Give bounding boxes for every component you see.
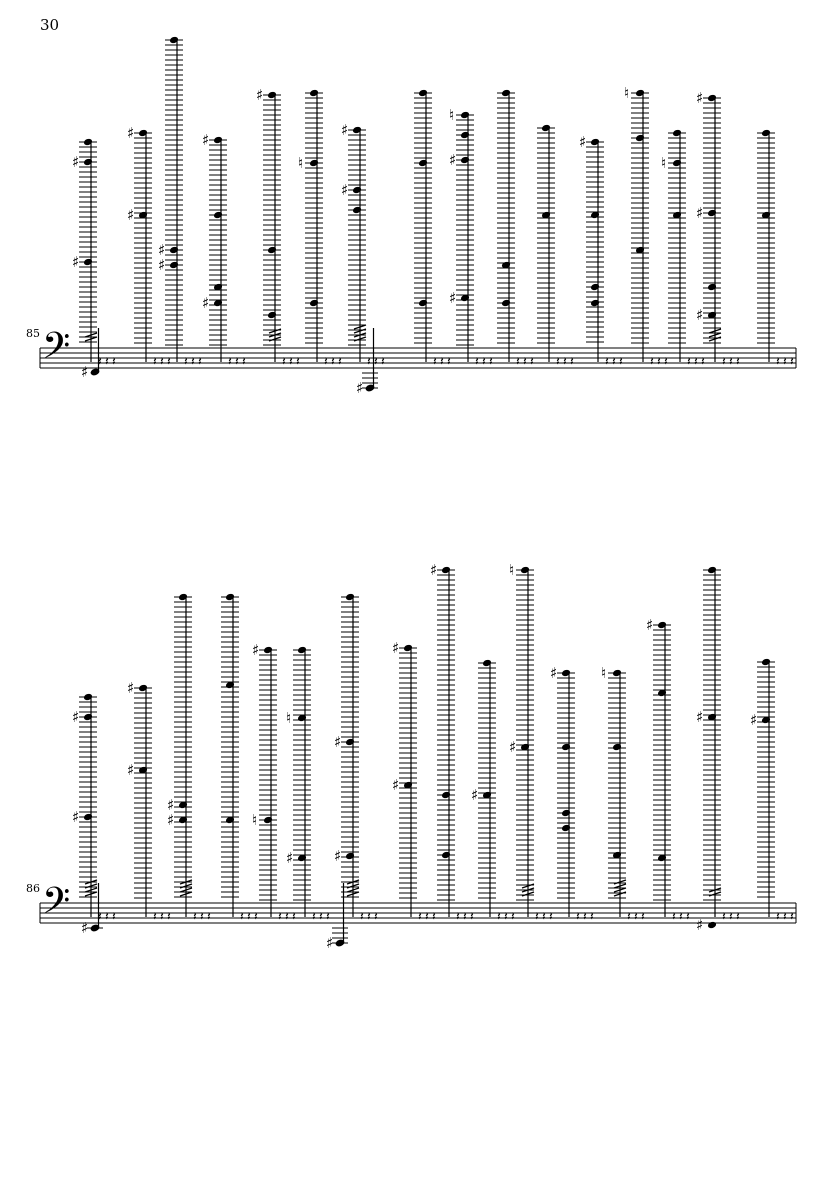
rest-icon: 𝄽 bbox=[489, 354, 493, 368]
rest-icon: 𝄽 bbox=[641, 909, 645, 923]
rest-icon: 𝄽 bbox=[475, 354, 479, 368]
rest-icon: 𝄽 bbox=[556, 354, 560, 368]
natural-icon: ♮ bbox=[601, 664, 607, 682]
rest-icon: 𝄽 bbox=[374, 354, 378, 368]
rest-icon: 𝄽 bbox=[282, 354, 286, 368]
sharp-icon: ♯ bbox=[81, 363, 89, 381]
rest-icon: 𝄽 bbox=[563, 354, 567, 368]
sharp-icon: ♯ bbox=[256, 86, 264, 104]
rest-icon: 𝄽 bbox=[523, 354, 527, 368]
sharp-icon: ♯ bbox=[696, 204, 704, 222]
rest-icon: 𝄽 bbox=[463, 909, 467, 923]
page-number: 30 bbox=[40, 16, 60, 34]
rest-icon: 𝄽 bbox=[783, 354, 787, 368]
sharp-icon: ♯ bbox=[550, 664, 558, 682]
sharp-icon: ♯ bbox=[392, 639, 400, 657]
rest-icon: 𝄽 bbox=[331, 354, 335, 368]
rest-icon: 𝄽 bbox=[687, 354, 691, 368]
rest-icon: 𝄽 bbox=[627, 909, 631, 923]
sharp-icon: ♯ bbox=[696, 89, 704, 107]
sharp-icon: ♯ bbox=[72, 253, 80, 271]
rest-icon: 𝄽 bbox=[790, 354, 794, 368]
rest-icon: 𝄽 bbox=[686, 909, 690, 923]
rest-icon: 𝄽 bbox=[367, 909, 371, 923]
sharp-icon: ♯ bbox=[646, 616, 654, 634]
rest-icon: 𝄽 bbox=[729, 909, 733, 923]
rest-icon: 𝄽 bbox=[105, 909, 109, 923]
rest-icon: 𝄽 bbox=[278, 909, 282, 923]
sharp-icon: ♯ bbox=[696, 306, 704, 324]
sharp-icon: ♯ bbox=[167, 811, 175, 829]
rest-icon: 𝄽 bbox=[98, 909, 102, 923]
rest-icon: 𝄽 bbox=[228, 354, 232, 368]
sharp-icon: ♯ bbox=[127, 206, 135, 224]
rest-icon: 𝄽 bbox=[167, 909, 171, 923]
sharp-icon: ♯ bbox=[72, 808, 80, 826]
sharp-icon: ♯ bbox=[392, 776, 400, 794]
rest-icon: 𝄽 bbox=[326, 909, 330, 923]
bass-clef-icon: 𝄢 bbox=[42, 880, 71, 931]
rest-icon: 𝄽 bbox=[432, 909, 436, 923]
rest-icon: 𝄽 bbox=[736, 354, 740, 368]
rest-icon: 𝄽 bbox=[184, 354, 188, 368]
rest-icon: 𝄽 bbox=[112, 354, 116, 368]
rest-icon: 𝄽 bbox=[207, 909, 211, 923]
rest-icon: 𝄽 bbox=[153, 909, 157, 923]
rest-icon: 𝄽 bbox=[722, 909, 726, 923]
notehead bbox=[707, 921, 717, 930]
sharp-icon: ♯ bbox=[202, 131, 210, 149]
rest-icon: 𝄽 bbox=[570, 354, 574, 368]
rest-icon: 𝄽 bbox=[367, 354, 371, 368]
rest-icon: 𝄽 bbox=[729, 354, 733, 368]
sharp-icon: ♯ bbox=[72, 153, 80, 171]
rest-icon: 𝄽 bbox=[447, 354, 451, 368]
rest-icon: 𝄽 bbox=[292, 909, 296, 923]
rest-icon: 𝄽 bbox=[549, 909, 553, 923]
rest-icon: 𝄽 bbox=[776, 909, 780, 923]
natural-icon: ♮ bbox=[286, 709, 292, 727]
rest-icon: 𝄽 bbox=[612, 354, 616, 368]
rest-icon: 𝄽 bbox=[511, 909, 515, 923]
rest-icon: 𝄽 bbox=[722, 354, 726, 368]
rest-icon: 𝄽 bbox=[736, 909, 740, 923]
rest-icon: 𝄽 bbox=[516, 354, 520, 368]
rest-icon: 𝄽 bbox=[198, 354, 202, 368]
rest-icon: 𝄽 bbox=[576, 909, 580, 923]
sharp-icon: ♯ bbox=[127, 761, 135, 779]
rest-icon: 𝄽 bbox=[790, 909, 794, 923]
sharp-icon: ♯ bbox=[449, 151, 457, 169]
rest-icon: 𝄽 bbox=[360, 909, 364, 923]
natural-icon: ♮ bbox=[661, 154, 667, 172]
rest-icon: 𝄽 bbox=[254, 909, 258, 923]
rest-icon: 𝄽 bbox=[701, 354, 705, 368]
sharp-icon: ♯ bbox=[72, 708, 80, 726]
sharp-icon: ♯ bbox=[127, 679, 135, 697]
rest-icon: 𝄽 bbox=[374, 909, 378, 923]
sharp-icon: ♯ bbox=[334, 733, 342, 751]
rest-icon: 𝄽 bbox=[240, 909, 244, 923]
rest-icon: 𝄽 bbox=[338, 354, 342, 368]
sharp-icon: ♯ bbox=[509, 738, 517, 756]
rest-icon: 𝄽 bbox=[324, 354, 328, 368]
sharp-icon: ♯ bbox=[696, 916, 704, 934]
rest-icon: 𝄽 bbox=[105, 354, 109, 368]
measure-number: 86 bbox=[26, 882, 40, 895]
rest-icon: 𝄽 bbox=[679, 909, 683, 923]
sharp-icon: ♯ bbox=[334, 847, 342, 865]
rest-icon: 𝄽 bbox=[583, 909, 587, 923]
sharp-icon: ♯ bbox=[167, 796, 175, 814]
rest-icon: 𝄽 bbox=[242, 354, 246, 368]
rest-icon: 𝄽 bbox=[285, 909, 289, 923]
sharp-icon: ♯ bbox=[202, 294, 210, 312]
rest-icon: 𝄽 bbox=[776, 354, 780, 368]
sharp-icon: ♯ bbox=[471, 786, 479, 804]
rest-icon: 𝄽 bbox=[193, 909, 197, 923]
rest-icon: 𝄽 bbox=[153, 354, 157, 368]
bass-clef-icon: 𝄢 bbox=[42, 325, 71, 376]
rest-icon: 𝄽 bbox=[470, 909, 474, 923]
rest-icon: 𝄽 bbox=[605, 354, 609, 368]
rest-icon: 𝄽 bbox=[312, 909, 316, 923]
measure-number: 85 bbox=[26, 327, 40, 340]
rest-icon: 𝄽 bbox=[191, 354, 195, 368]
rest-icon: 𝄽 bbox=[542, 909, 546, 923]
rest-icon: 𝄽 bbox=[319, 909, 323, 923]
rest-icon: 𝄽 bbox=[530, 354, 534, 368]
rest-icon: 𝄽 bbox=[456, 909, 460, 923]
rest-icon: 𝄽 bbox=[694, 354, 698, 368]
sharp-icon: ♯ bbox=[127, 124, 135, 142]
rest-icon: 𝄽 bbox=[497, 909, 501, 923]
rest-icon: 𝄽 bbox=[664, 354, 668, 368]
natural-icon: ♮ bbox=[298, 154, 304, 172]
rest-icon: 𝄽 bbox=[160, 354, 164, 368]
rest-icon: 𝄽 bbox=[504, 909, 508, 923]
sharp-icon: ♯ bbox=[430, 561, 438, 579]
sharp-icon: ♯ bbox=[341, 181, 349, 199]
rest-icon: 𝄽 bbox=[98, 354, 102, 368]
sharp-icon: ♯ bbox=[750, 711, 758, 729]
natural-icon: ♮ bbox=[624, 84, 630, 102]
sharp-icon: ♯ bbox=[158, 256, 166, 274]
rest-icon: 𝄽 bbox=[418, 909, 422, 923]
natural-icon: ♮ bbox=[449, 106, 455, 124]
natural-icon: ♮ bbox=[509, 561, 515, 579]
rest-icon: 𝄽 bbox=[381, 354, 385, 368]
rest-icon: 𝄽 bbox=[657, 354, 661, 368]
rest-icon: 𝄽 bbox=[783, 909, 787, 923]
rest-icon: 𝄽 bbox=[160, 909, 164, 923]
rest-icon: 𝄽 bbox=[425, 909, 429, 923]
rest-icon: 𝄽 bbox=[650, 354, 654, 368]
sharp-icon: ♯ bbox=[449, 289, 457, 307]
rest-icon: 𝄽 bbox=[247, 909, 251, 923]
rest-icon: 𝄽 bbox=[296, 354, 300, 368]
rest-icon: 𝄽 bbox=[619, 354, 623, 368]
natural-icon: ♮ bbox=[252, 811, 258, 829]
rest-icon: 𝄽 bbox=[200, 909, 204, 923]
rest-icon: 𝄽 bbox=[535, 909, 539, 923]
sharp-icon: ♯ bbox=[696, 708, 704, 726]
rest-icon: 𝄽 bbox=[112, 909, 116, 923]
sharp-icon: ♯ bbox=[326, 934, 334, 952]
sharp-icon: ♯ bbox=[158, 241, 166, 259]
sharp-icon: ♯ bbox=[286, 849, 294, 867]
sharp-icon: ♯ bbox=[252, 641, 260, 659]
rest-icon: 𝄽 bbox=[590, 909, 594, 923]
rest-icon: 𝄽 bbox=[167, 354, 171, 368]
rest-icon: 𝄽 bbox=[672, 909, 676, 923]
rest-icon: 𝄽 bbox=[235, 354, 239, 368]
rest-icon: 𝄽 bbox=[440, 354, 444, 368]
sharp-icon: ♯ bbox=[579, 133, 587, 151]
sharp-icon: ♯ bbox=[341, 121, 349, 139]
sharp-icon: ♯ bbox=[356, 379, 364, 397]
rest-icon: 𝄽 bbox=[634, 909, 638, 923]
rest-icon: 𝄽 bbox=[433, 354, 437, 368]
rest-icon: 𝄽 bbox=[482, 354, 486, 368]
rest-icon: 𝄽 bbox=[289, 354, 293, 368]
sharp-icon: ♯ bbox=[81, 919, 89, 937]
